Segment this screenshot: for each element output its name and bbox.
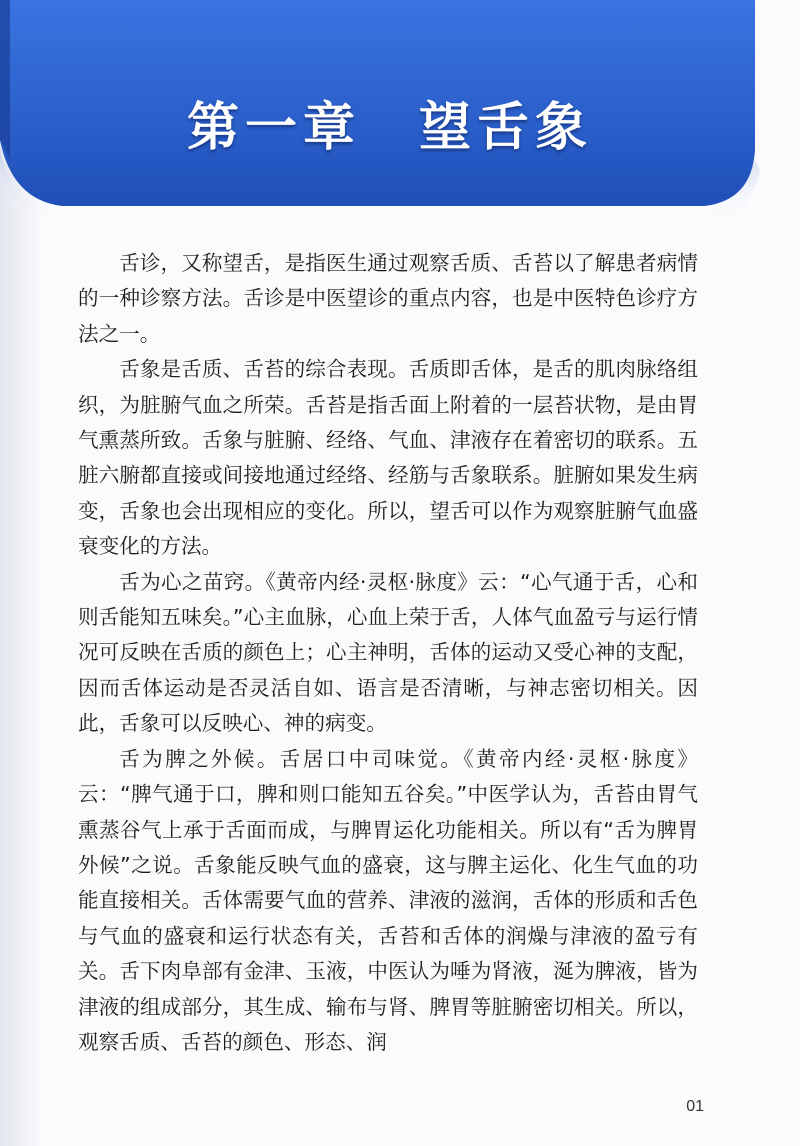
banner-edge-accent — [0, 0, 10, 160]
paragraph: 舌诊，又称望舌，是指医生通过观察舌质、舌苔以了解患者病情的一种诊察方法。舌诊是中医望诊的重点内容，也是中医特色诊疗方法之一。 — [78, 251, 698, 346]
chapter-title: 第一章 望舌象 — [186, 97, 593, 158]
page-number: 01 — [686, 1098, 704, 1115]
chapter-header-banner — [0, 0, 800, 240]
paragraph: 舌为脾之外候。舌居口中司味觉。《黄帝内经·灵枢·脉度》云：“脾气通于口，脾和则口能知五谷矣。”中医学认为，舌苔由胃气熏蒸谷气上承于舌面而成，与脾胃运化功能相关。所以有“舌为脾胃外候”之说。舌象能反映气血的盛衰，这与脾主运化、化生气血的功能直接相关。舌体需要气血的营养、津液的滋润，舌体的形质和舌色与气血的盛衰和运行状态有关，舌苔和舌体的润燥与津液的盈亏有关。舌下肉阜部有金津、玉液，中医认为唾为肾液，涎为脾液，皆为津液的组成部分，其生成、输布与肾、脾胃等脏腑密切相关。所以，观察舌质、舌苔的颜色、形态、润 — [78, 746, 698, 1054]
paragraph: 舌象是舌质、舌苔的综合表现。舌质即舌体，是舌的肌肉脉络组织，为脏腑气血之所荣。舌苔是指舌面上附着的一层苔状物，是由胃气熏蒸所致。舌象与脏腑、经络、气血、津液存在着密切的联系。五脏六腑都直接或间接地通过经络、经筋与舌象联系。脏腑如果发生病变，舌象也会出现相应的变化。所以，望舌可以作为观察脏腑气血盛衰变化的方法。 — [78, 357, 698, 559]
body-text — [78, 246, 698, 1060]
paragraph: 舌为心之苗窍。《黄帝内经·灵枢·脉度》云：“心气通于舌，心和则舌能知五味矣。”心主血脉，心血上荣于舌，人体气血盈亏与运行情况可反映在舌质的颜色上；心主神明，舌体的运动又受心神的支配，因而舌体运动是否灵活自如、语言是否清晰，与神志密切相关。因此，舌象可以反映心、神的病变。 — [78, 569, 698, 736]
